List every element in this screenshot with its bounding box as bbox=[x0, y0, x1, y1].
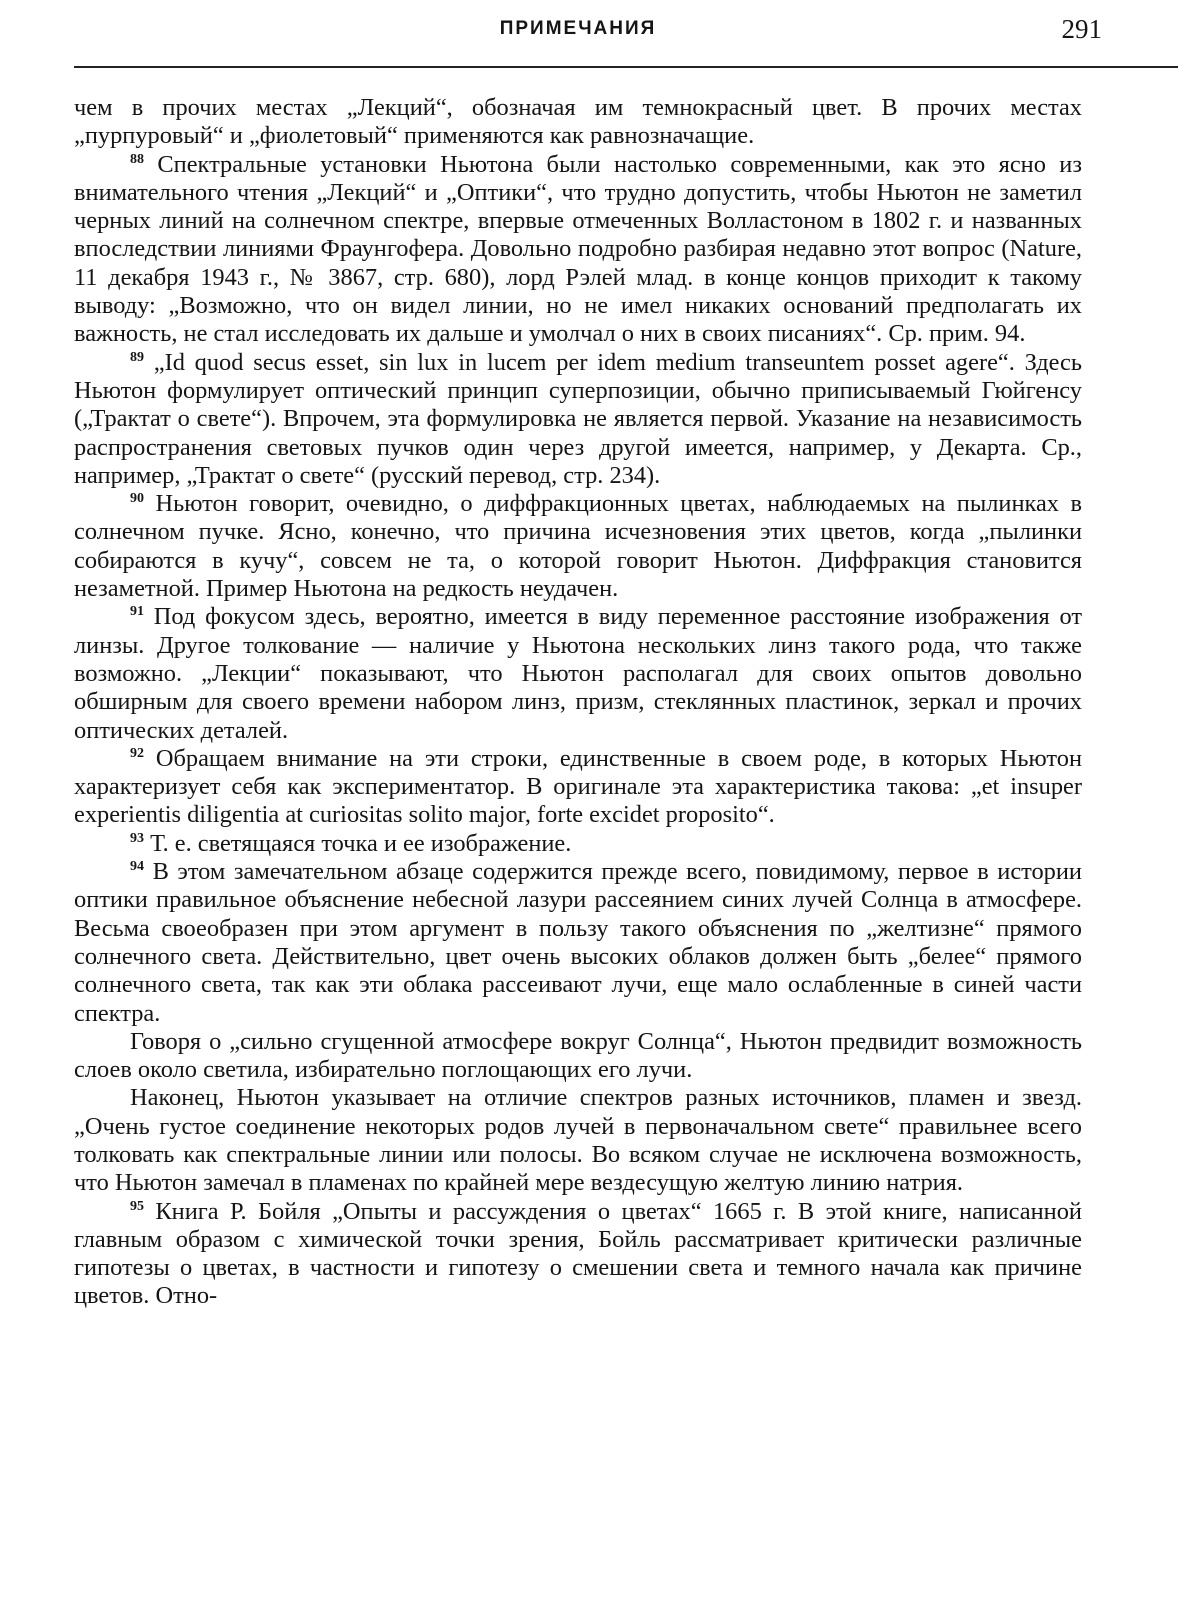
note-text: Т. е. светящаяся точка и ее изображение. bbox=[150, 829, 572, 857]
paragraph-text: Наконец, Ньютон указывает на отличие спектров разных источников, пламен и звезд. „Очень густое соединение некоторых родов лучей в первоначальном свете“ правильнее всего толковать как спектральные линии или полосы. Во всяком случае не исключена возможность, что Ньютон замечал в пламенах по крайней мере вездесущую желтую линию натрия. bbox=[74, 1084, 1082, 1197]
note-number: 92 bbox=[130, 745, 144, 761]
paragraph-sun-atmosphere bbox=[74, 1028, 1082, 1085]
header-rule bbox=[74, 66, 1178, 68]
paragraph-text: чем в прочих местах „Лекций“, обозначая им темнокрасный цвет. В прочих местах „пурпуровый“ и „фиолетовый“ применяются как равнозначащие. bbox=[74, 94, 1082, 150]
running-title: ПРИМЕЧАНИЯ bbox=[499, 18, 657, 39]
note-95 bbox=[74, 1198, 1082, 1311]
note-text: Книга Р. Бойля „Опыты и рассуждения о цветах“ 1665 г. В этой книге, написанной главным образом с химической точки зрения, Бойль рассматривает критически различные гипотезы о цветах, в частности и гипотезу о смешении света и темного начала как причине цветов. Отно- bbox=[74, 1197, 1082, 1310]
note-text: Обращаем внимание на эти строки, единственные в своем роде, в которых Ньютон характеризует себя как экспериментатор. В оригинале эта характеристика такова: „et insuper experientis diligentia at curiositas solito major, forte excidet proposito“. bbox=[74, 744, 1082, 829]
note-number: 91 bbox=[130, 604, 144, 620]
note-number: 90 bbox=[130, 491, 144, 507]
note-text: В этом замечательном абзаце содержится прежде всего, повидимому, первое в истории оптики правильное объяснение небесной лазури рассеянием синих лучей Солнца в атмосфере. Весьма своеобразен при этом аргумент в пользу такого объяснения по „желтизне“ прямого солнечного света. Действительно, цвет очень высоких облаков должен быть „белее“ прямого солнечного света, так как эти облака рассеивают лучи, еще мало ослабленные в синей части спектра. bbox=[74, 858, 1082, 1027]
book-page bbox=[0, 14, 1200, 1611]
note-text: Спектральные установки Ньютона были настолько современными, как это ясно из внимательного чтения „Лекций“ и „Оптики“, что трудно допустить, чтобы Ньютон не заметил черных линий на солнечном спектре, впервые отмеченных Волластоном в 1802 г. и названных впоследствии линиями Фраунгофера. Довольно подробно разбирая недавно этот вопрос (Nature, 11 декабря 1943 г., № 3867, стр. 680), лорд Рэлей млад. в конце концов приходит к такому выводу: „Возможно, что он видел линии, но не имел никаких оснований предполагать их важность, не стал исследовать их дальше и умолчал о них в своих писаниях“. Ср. прим. 94. bbox=[74, 150, 1082, 348]
note-text: Под фокусом здесь, вероятно, имеется в виду переменное расстояние изображения от линзы. Другое толкование — наличие у Ньютона нескольких линз такого рода, что также возможно. „Лекции“ показывают, что Ньютон располагал для своих опытов довольно обширным для своего времени набором линз, призм, стеклянных пластинок, зеркал и прочих оптических деталей. bbox=[74, 603, 1082, 744]
notes-body bbox=[74, 94, 1082, 1311]
note-90 bbox=[74, 490, 1082, 603]
note-92 bbox=[74, 745, 1082, 830]
note-number: 95 bbox=[130, 1198, 144, 1214]
paragraph-continuation bbox=[74, 94, 1082, 151]
note-number: 88 bbox=[130, 151, 144, 167]
note-text: Ньютон говорит, очевидно, о диффракционных цветах, наблюдаемых на пылинках в солнечном пучке. Ясно, конечно, что причина исчезновения этих цветов, когда „пылинки собираются в кучу“, совсем не та, о которой говорит Ньютон. Диффракция становится незаметной. Пример Ньютона на редкость неудачен. bbox=[74, 490, 1082, 603]
note-91 bbox=[74, 603, 1082, 744]
note-number: 94 bbox=[130, 859, 144, 875]
page-header bbox=[74, 14, 1102, 54]
note-number: 89 bbox=[130, 349, 144, 365]
note-88 bbox=[74, 151, 1082, 349]
note-94 bbox=[74, 858, 1082, 1028]
note-text: „Id quod secus esset, sin lux in lucem per idem medium transeuntem posset agere“. Здесь Ньютон формулирует оптический принцип суперпозиции, обычно приписываемый Гюйгенсу („Трактат о свете“). Впрочем, эта формулировка не является первой. Указание на независимость распространения световых пучков один через другой имеется, например, у Декарта. Ср., например, „Трактат о свете“ (русский перевод, стр. 234). bbox=[74, 348, 1082, 489]
page-number: 291 bbox=[1061, 14, 1102, 44]
paragraph-spectra bbox=[74, 1084, 1082, 1197]
paragraph-text: Говоря о „сильно сгущенной атмосфере вокруг Солнца“, Ньютон предвидит возможность слоев около светила, избирательно поглощающих его лучи. bbox=[74, 1027, 1082, 1084]
note-89 bbox=[74, 349, 1082, 490]
note-93 bbox=[74, 830, 1082, 858]
note-number: 93 bbox=[130, 830, 144, 846]
